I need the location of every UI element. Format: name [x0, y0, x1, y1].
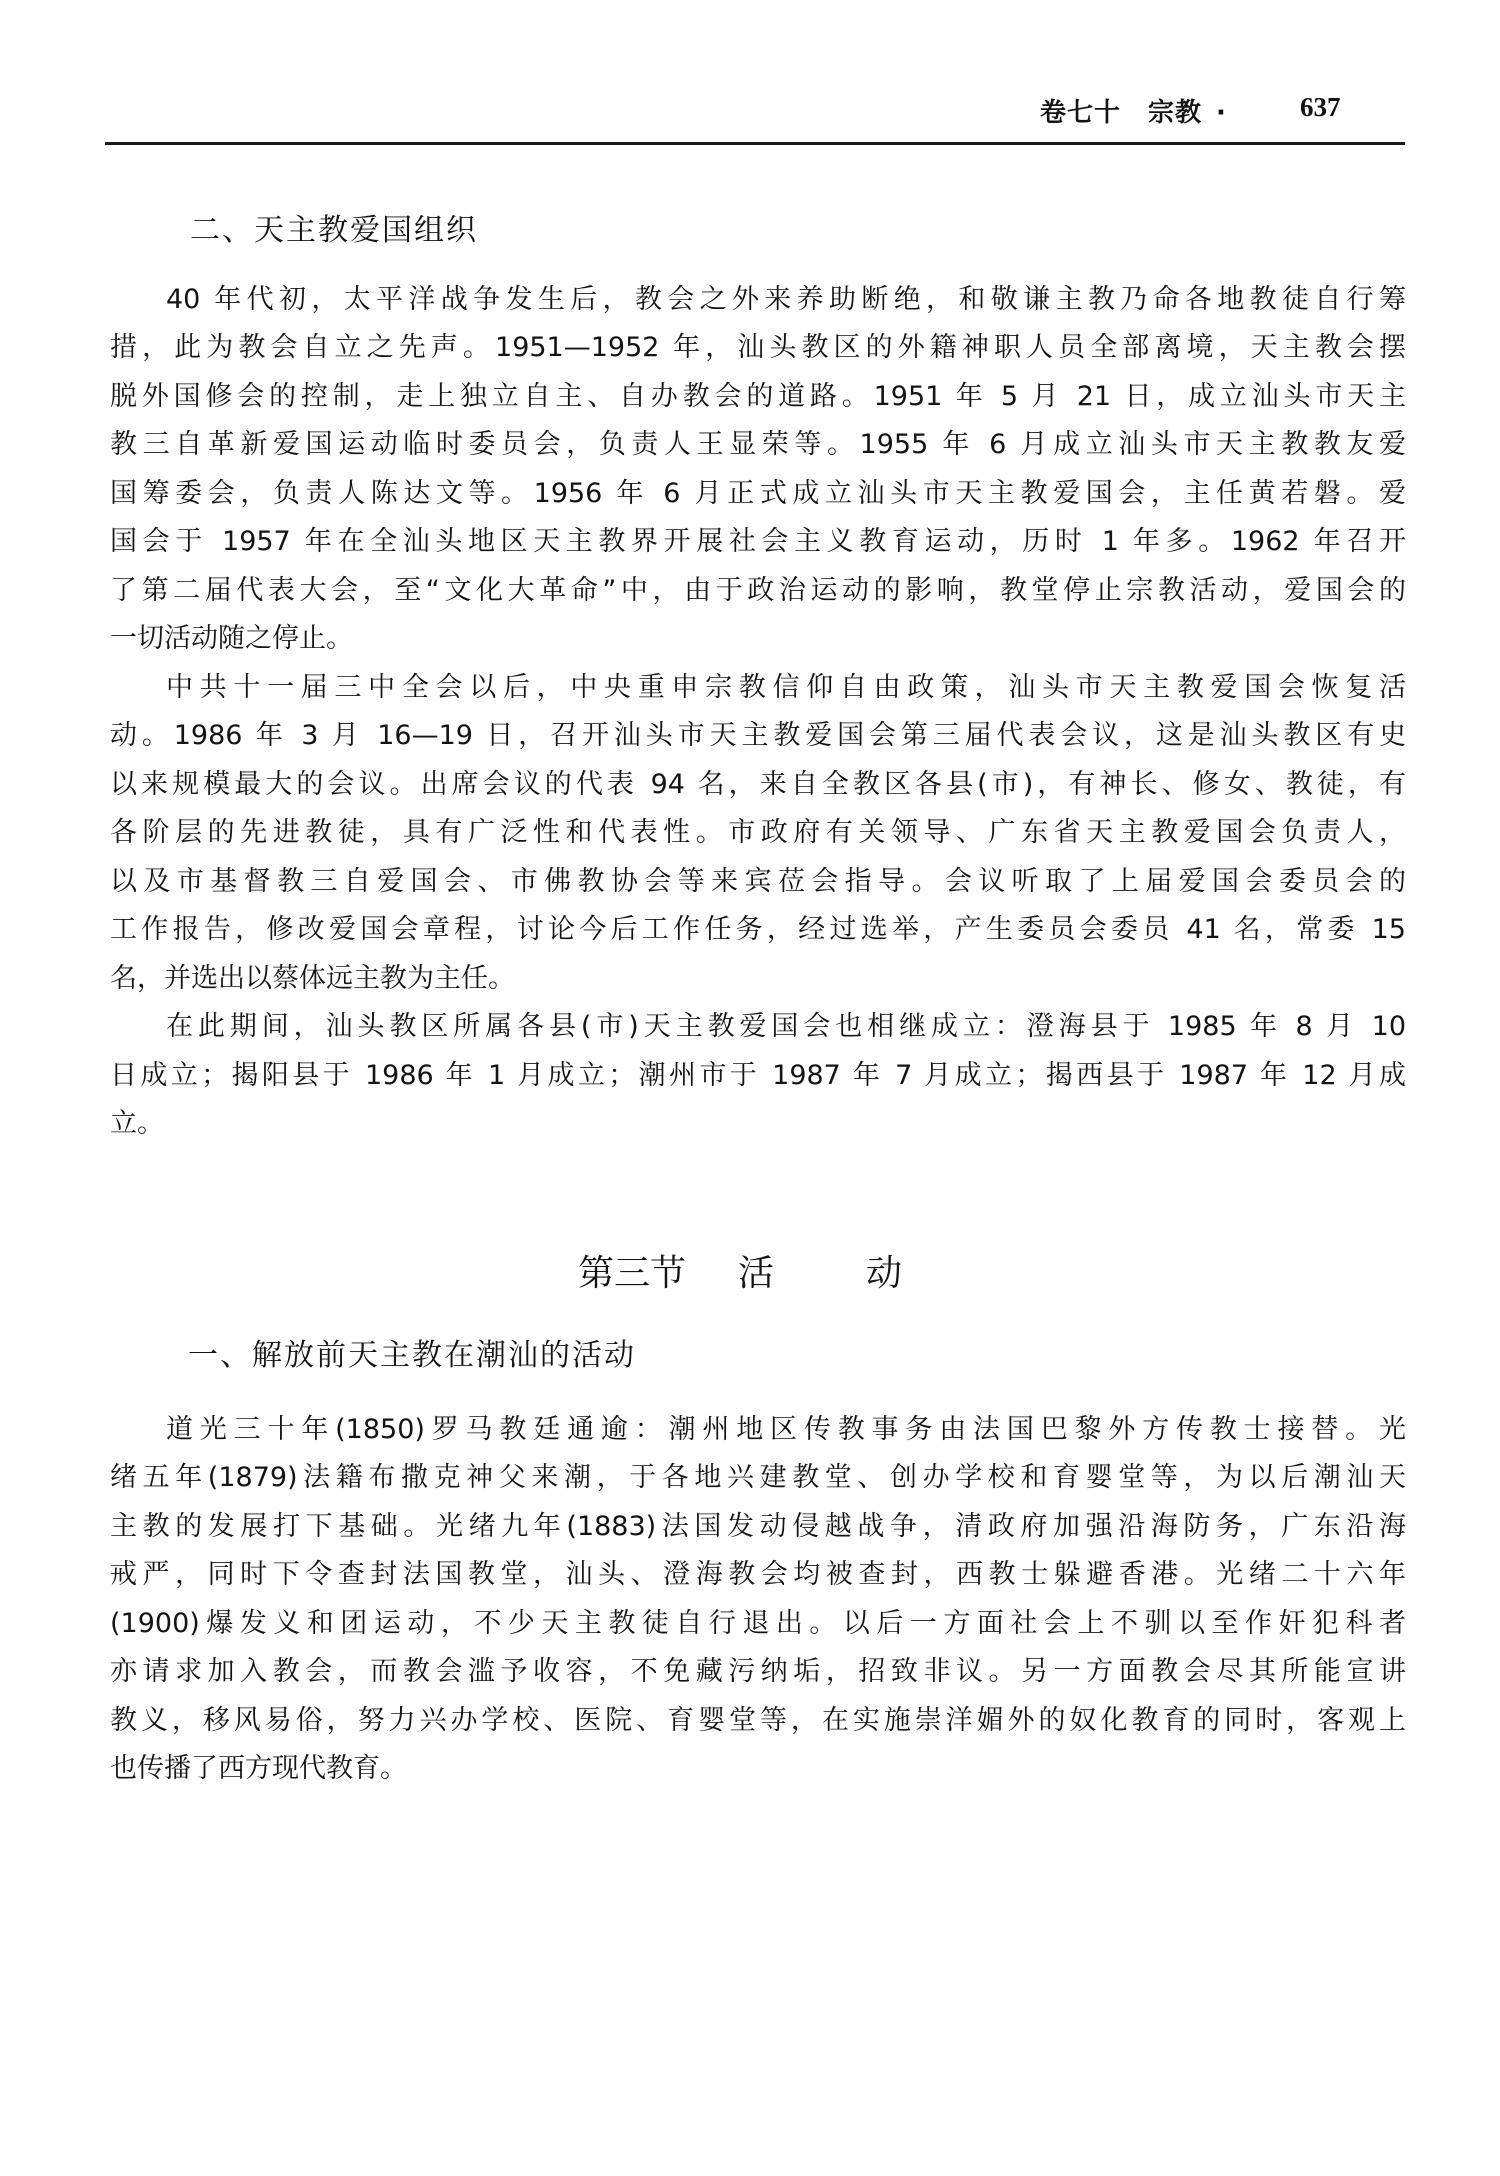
page-number: 637 — [1300, 92, 1341, 122]
text-line: 各阶层的先进教徒，具有广泛性和代表性。市政府有关领导、广东省天主教爱国会负责人， — [110, 817, 1406, 848]
text-line: 了第二届代表大会，至“文化大革命”中，由于政治运动的影响，教堂停止宗教活动，爱国会的 — [110, 575, 1406, 606]
section-number: 第三节 — [578, 1253, 687, 1294]
text-line: 40 年代初，太平洋战争发生后，教会之外来养助断绝，和敬谦主教乃命各地教徒自行筹 — [166, 284, 1406, 315]
text-line: 国筹委会，负责人陈达文等。1956 年 6 月正式成立汕头市天主教爱国会，主任黄若磐。爱 — [110, 478, 1406, 509]
text-line: (1900)爆发义和团运动，不少天主教徒自行退出。以后一方面社会上不驯以至作奸犯科者 — [110, 1608, 1406, 1639]
text-line: 在此期间，汕头教区所属各县(市)天主教爱国会也相继成立：澄海县于 1985 年 8 月 10 — [166, 1011, 1406, 1042]
text-line: 也传播了西方现代教育。 — [110, 1753, 407, 1784]
chapter-title: 卷七十 宗教 — [1040, 98, 1203, 128]
text-line: 中共十一届三中全会以后，中央重申宗教信仰自由政策，汕头市天主教爱国会恢复活 — [166, 672, 1406, 703]
text-line: 动。1986 年 3 月 16—19 日，召开汕头市天主教爱国会第三届代表会议，这是汕头教区有史 — [110, 720, 1406, 751]
section-title — [578, 1245, 902, 1296]
text-line: 国会于 1957 年在全汕头地区天主教界开展社会主义教育运动，历时 1 年多。1962 年召开 — [110, 526, 1406, 557]
text-line: 主教的发展打下基础。光绪九年(1883)法国发动侵越战争，清政府加强沿海防务，广东沿海 — [110, 1511, 1406, 1542]
header-rule — [105, 142, 1405, 145]
text-line: 亦请求加入教会，而教会滥予收容，不免藏污纳垢，招致非议。另一方面教会尽其所能宣讲 — [110, 1656, 1406, 1687]
text-line: 以来规模最大的会议。出席会议的代表 94 名，来自全教区各县(市)，有神长、修女、教徒，有 — [110, 769, 1406, 800]
text-line: 脱外国修会的控制，走上独立自主、自办教会的道路。1951 年 5 月 21 日，成立汕头市天主 — [110, 381, 1406, 412]
header-separator: · — [1216, 98, 1227, 128]
text-line: 教义，移风易俗，努力兴办学校、医院、育婴堂等，在实施崇洋媚外的奴化教育的同时，客观上 — [110, 1705, 1406, 1736]
text-line: 道光三十年(1850)罗马教廷通逾：潮州地区传教事务由法国巴黎外方传教士接替。光 — [166, 1414, 1406, 1445]
chapter-header — [1040, 92, 1227, 129]
text-line: 工作报告，修改爱国会章程，讨论今后工作任务，经过选举，产生委员会委员 41 名，常委 15 — [110, 914, 1406, 945]
text-line: 以及市基督教三自爱国会、市佛教协会等来宾莅会指导。会议听取了上届爱国会委员会的 — [110, 866, 1406, 897]
section-title-char: 活 — [738, 1253, 775, 1294]
text-line: 教三自革新爱国运动临时委员会，负责人王显荣等。1955 年 6 月成立汕头市天主教教友爱 — [110, 429, 1406, 460]
text-line: 绪五年(1879)法籍布撒克神父来潮，于各地兴建教堂、创办学校和育婴堂等，为以后潮汕天 — [110, 1462, 1406, 1493]
subsection-heading: 二、天主教爱国组织 — [190, 213, 478, 248]
text-line: 日成立；揭阳县于 1986 年 1 月成立；潮州市于 1987 年 7 月成立；揭西县于 1987 年 12 月成 — [110, 1060, 1406, 1091]
text-line: 戒严，同时下令查封法国教堂，汕头、澄海教会均被查封，西教士躲避香港。光绪二十六年 — [110, 1559, 1406, 1590]
section-title-char: 动 — [866, 1253, 903, 1294]
text-line: 措，此为教会自立之先声。1951—1952 年，汕头教区的外籍神职人员全部离境，天主教会摆 — [110, 332, 1406, 363]
text-line: 一切活动随之停止。 — [110, 623, 353, 654]
text-line: 名，并选出以蔡体远主教为主任。 — [110, 963, 515, 994]
text-line: 立。 — [110, 1108, 164, 1139]
subsection-heading: 一、解放前天主教在潮汕的活动 — [188, 1338, 636, 1373]
